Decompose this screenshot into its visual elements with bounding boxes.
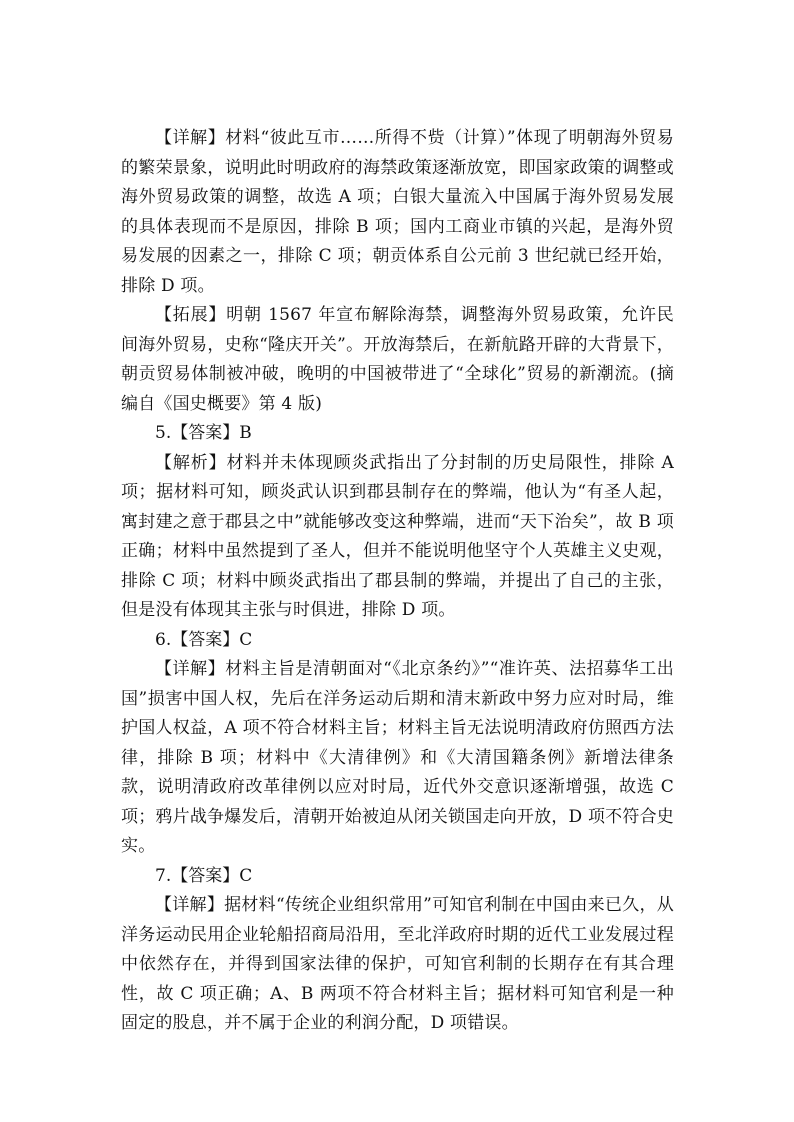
analysis-paragraph-5: 【解析】材料并未体现顾炎武指出了分封制的历史局限性，排除 A 项；据材料可知，顾炎武认识到郡县制存在的弊端，他认为“有圣人起，寓封建之意于郡县之中”就能够改变这种弊端，进而“天下治矣”，故 B 项正确；材料中虽然提到了圣人，但并不能说明他坚守个人英雄主义史观，排除 C 项；材料中顾炎武指出了郡县制的弊端，并提出了自己的主张，但是没有体现其主张与时俱进，排除 D 项。: [121, 452, 674, 620]
answer-heading-7: 7.【答案】C: [155, 865, 253, 886]
explanation-paragraph-7: 【详解】据材料“传统企业组织常用”可知官利制在中国由来已久，从洋务运动民用企业轮船招商局沿用，至北洋政府时期的近代工业发展过程中依然存在，并得到国家法律的保护，可知官利制的长期存在有其合理性，故 C 项正确；A、B 两项不符合材料主旨；据材料可知官利是一种固定的股息，并不属于企业的利润分配，D 项错误。: [121, 895, 674, 1033]
explanation-paragraph: 【详解】材料“彼此互市……所得不赀（计算）”体现了明朝海外贸易的繁荣景象，说明此时明政府的海禁政策逐渐放宽，即国家政策的调整或海外贸易政策的调整，故选 A 项；白银大量流入中国属于海外贸易发展的具体表现而不是原因，排除 B 项；国内工商业市镇的兴起，是海外贸易发展的因素之一，排除 C 项；朝贡体系自公元前 3 世纪就已经开始，排除 D 项。: [121, 128, 674, 296]
answer-heading-5: 5.【答案】B: [155, 423, 252, 443]
document-page: [121, 124, 674, 1039]
answer-heading-6: 6.【答案】C: [155, 629, 253, 650]
extension-paragraph: 【拓展】明朝 1567 年宣布解除海禁，调整海外贸易政策，允许民间海外贸易，史称“隆庆开关”。开放海禁后，在新航路开辟的大背景下，朝贡贸易体制被冲破，晚明的中国被带进了“全球化”贸易的新潮流。(摘编自《国史概要》第 4 版): [121, 305, 674, 414]
explanation-paragraph-6: 【详解】材料主旨是清朝面对“《北京条约》”“准许英、法招募华工出国”损害中国人权，先后在洋务运动后期和清末新政中努力应对时局，维护国人权益，A 项不符合材料主旨；材料主旨无法说明清政府仿照西方法律，排除 B 项；材料中《大清律例》和《大清国籍条例》新增法律条款，说明清政府改革律例以应对时局，近代外交意识逐渐增强，故选 C 项；鸦片战争爆发后，清朝开始被迫从闭关锁国走向开放，D 项不符合史实。: [121, 659, 674, 856]
